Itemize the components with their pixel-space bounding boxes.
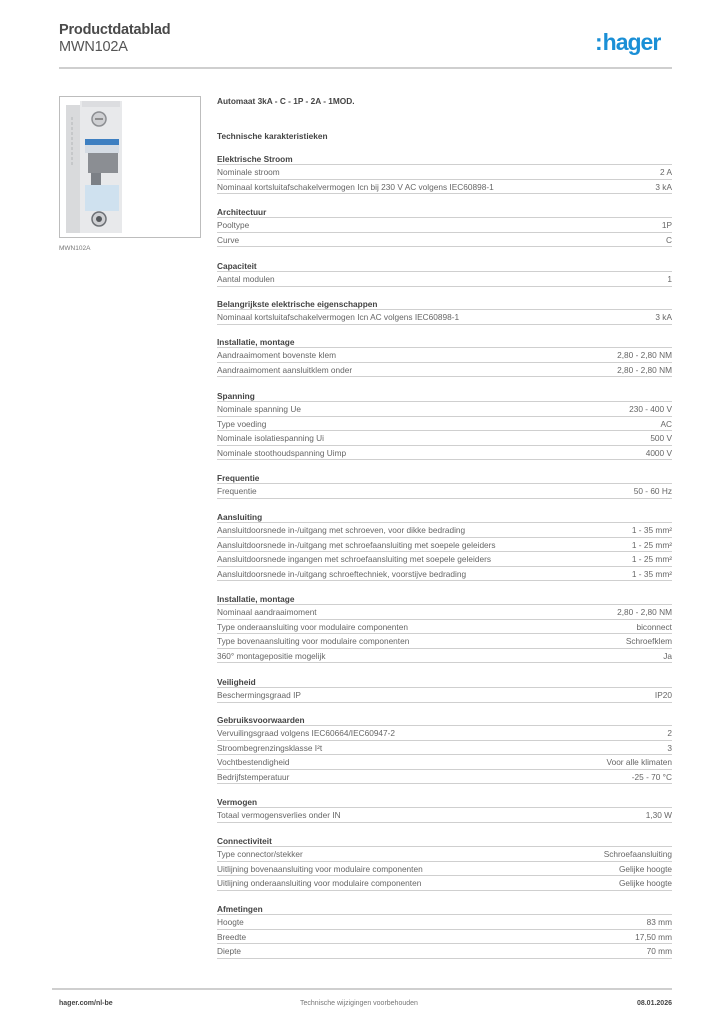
- spec-label: Vervuilingsgraad volgens IEC60664/IEC60947-2: [217, 728, 396, 738]
- spec-row: [217, 915, 672, 930]
- product-image-caption: MWN102A: [59, 245, 91, 252]
- spec-value: 3: [667, 742, 672, 753]
- spec-row: [217, 741, 672, 756]
- spec-row: [217, 770, 672, 785]
- spec-label: 360° montagepositie mogelijk: [217, 650, 326, 661]
- spec-row: [217, 180, 672, 195]
- spec-value: 50 - 60 Hz: [633, 486, 672, 496]
- spec-section: [217, 594, 672, 663]
- section-title: Capaciteit: [217, 261, 672, 272]
- spec-row: [217, 620, 672, 635]
- spec-value: C: [666, 234, 672, 245]
- circuit-breaker-icon: [60, 97, 200, 237]
- spec-row: [217, 484, 672, 499]
- spec-section: [217, 836, 672, 891]
- spec-value: 83 mm: [646, 917, 672, 927]
- spec-value: 2,80 - 2,80 NM: [617, 364, 672, 375]
- spec-value: biconnect: [636, 621, 672, 632]
- footer-divider: [52, 988, 672, 990]
- spec-value: 1P: [661, 220, 672, 230]
- section-title: Elektrische Stroom: [217, 154, 672, 165]
- spec-row: [217, 272, 672, 287]
- spec-section: [217, 154, 672, 194]
- spec-row: [217, 726, 672, 741]
- spec-label: Type bovenaansluiting voor modulaire componenten: [217, 636, 410, 647]
- spec-row: [217, 310, 672, 325]
- spec-value: 500 V: [650, 433, 672, 444]
- section-title: Afmetingen: [217, 904, 672, 915]
- spec-value: 1,30 W: [645, 810, 672, 820]
- spec-value: 1 - 35 mm²: [631, 568, 672, 579]
- spec-label: Nominale stroom: [217, 167, 280, 177]
- spec-label: Aandraaimoment aansluitklem onder: [217, 364, 353, 375]
- hager-logo: [595, 29, 660, 56]
- spec-section: [217, 797, 672, 823]
- spec-label: Uitlijning onderaansluiting voor modulaire componenten: [217, 878, 422, 889]
- spec-row: [217, 523, 672, 538]
- spec-label: Aansluitdoorsnede in-/uitgang met schroeven, voor dikke bedrading: [217, 525, 466, 535]
- spec-value: Schroefaansluiting: [603, 849, 672, 859]
- spec-value: 2 A: [660, 167, 672, 177]
- spec-label: Diepte: [217, 946, 241, 957]
- header-divider: [59, 67, 672, 69]
- spec-row: [217, 876, 672, 891]
- spec-label: Nominaal aandraaimoment: [217, 607, 317, 617]
- spec-row: [217, 348, 672, 363]
- spec-value: Schroefklem: [625, 636, 672, 647]
- spec-label: Beschermingsgraad IP: [217, 690, 301, 700]
- section-title: Architectuur: [217, 207, 672, 218]
- spec-label: Totaal vermogensverlies onder IN: [217, 810, 341, 820]
- spec-section: [217, 337, 672, 377]
- spec-row: [217, 446, 672, 461]
- spec-value: Gelijke hoogte: [618, 863, 672, 874]
- spec-label: Type onderaansluiting voor modulaire componenten: [217, 621, 408, 632]
- spec-label: Breedte: [217, 931, 247, 942]
- spec-row: [217, 634, 672, 649]
- spec-row: [217, 862, 672, 877]
- section-title: Aansluiting: [217, 512, 672, 523]
- spec-value: Voor alle klimaten: [606, 757, 672, 768]
- product-image: [59, 96, 201, 238]
- logo-text: hager: [602, 29, 661, 55]
- spec-label: Uitlijning bovenaansluiting voor modulaire componenten: [217, 863, 423, 874]
- spec-label: Frequentie: [217, 486, 257, 496]
- spec-label: Curve: [217, 234, 240, 245]
- footer-date: 08.01.2026: [636, 1000, 672, 1007]
- spec-label: Nominaal kortsluitafschakelvermogen Icn AC volgens IEC60898-1: [217, 312, 460, 322]
- spec-row: [217, 402, 672, 417]
- spec-value: 1 - 35 mm²: [631, 525, 672, 535]
- spec-label: Aantal modulen: [217, 274, 275, 284]
- spec-row: [217, 538, 672, 553]
- spec-row: [217, 165, 672, 180]
- spec-label: Pooltype: [217, 220, 250, 230]
- section-title: Gebruiksvoorwaarden: [217, 715, 672, 726]
- spec-value: 1 - 25 mm²: [631, 539, 672, 550]
- spec-label: Aansluitdoorsnede in-/uitgang met schroefaansluiting met soepele geleiders: [217, 539, 496, 550]
- spec-label: Stroombegrenzingsklasse I²t: [217, 742, 323, 753]
- spec-label: Hoogte: [217, 917, 244, 927]
- section-title: Installatie, montage: [217, 337, 672, 348]
- spec-label: Bedrijfstemperatuur: [217, 771, 290, 782]
- spec-row: [217, 808, 672, 823]
- spec-value: 1 - 25 mm²: [631, 554, 672, 565]
- spec-section: [217, 715, 672, 784]
- spec-value: 2: [667, 728, 672, 738]
- spec-value: 1: [667, 274, 672, 284]
- spec-section: [217, 473, 672, 499]
- spec-value: Ja: [663, 650, 672, 661]
- footer-disclaimer: Technische wijzigingen voorbehouden: [300, 1000, 418, 1007]
- spec-label: Aansluitdoorsnede ingangen met schroefaansluiting met soepele geleiders: [217, 554, 491, 565]
- spec-section: [217, 207, 672, 247]
- spec-label: Vochtbestendigheid: [217, 757, 290, 768]
- spec-section: [217, 904, 672, 959]
- spec-row: [217, 755, 672, 770]
- spec-value: 2,80 - 2,80 NM: [617, 607, 672, 617]
- spec-row: [217, 363, 672, 378]
- spec-label: Type connector/stekker: [217, 849, 303, 859]
- section-title: Belangrijkste elektrische eigenschappen: [217, 299, 672, 310]
- logo-colon-icon: :: [595, 29, 602, 55]
- product-subtitle: Automaat 3kA - C - 1P - 2A - 1MOD.: [217, 96, 355, 106]
- spec-row: [217, 233, 672, 248]
- spec-section: [217, 299, 672, 325]
- spec-row: [217, 605, 672, 620]
- section-title: Frequentie: [217, 473, 672, 484]
- spec-label: Aandraaimoment bovenste klem: [217, 350, 336, 360]
- spec-section: [217, 261, 672, 287]
- page-title: Productdatablad: [59, 22, 171, 38]
- section-title: Vermogen: [217, 797, 672, 808]
- spec-row: [217, 552, 672, 567]
- spec-row: [217, 567, 672, 582]
- spec-label: Nominale stoothoudspanning Uimp: [217, 447, 347, 458]
- spec-value: 70 mm: [646, 946, 672, 957]
- spec-label: Type voeding: [217, 418, 267, 429]
- section-title: Installatie, montage: [217, 594, 672, 605]
- section-title: Spanning: [217, 391, 672, 402]
- spec-value: 230 - 400 V: [629, 404, 672, 414]
- spec-value: Gelijke hoogte: [618, 878, 672, 889]
- spec-row: [217, 847, 672, 862]
- spec-value: 3 kA: [655, 312, 672, 322]
- spec-row: [217, 417, 672, 432]
- spec-row: [217, 431, 672, 446]
- spec-section: [217, 512, 672, 581]
- section-title: Veiligheid: [217, 677, 672, 688]
- spec-value: IP20: [654, 690, 672, 700]
- section-title: Connectiviteit: [217, 836, 672, 847]
- spec-value: AC: [660, 418, 672, 429]
- spec-row: [217, 649, 672, 664]
- spec-section: [217, 677, 672, 703]
- spec-label: Aansluitdoorsnede in-/uitgang schroeftechniek, voorstijve bedrading: [217, 568, 467, 579]
- spec-label: Nominale isolatiespanning Ui: [217, 433, 324, 444]
- spec-row: [217, 930, 672, 945]
- tech-characteristics-title: Technische karakteristieken: [217, 131, 328, 141]
- spec-value: 17,50 mm: [635, 931, 672, 942]
- spec-value: -25 - 70 °C: [631, 771, 672, 782]
- spec-row: [217, 944, 672, 959]
- spec-label: Nominale spanning Ue: [217, 404, 301, 414]
- spec-row: [217, 688, 672, 703]
- spec-value: 2,80 - 2,80 NM: [617, 350, 672, 360]
- spec-label: Nominaal kortsluitafschakelvermogen Icn bij 230 V AC volgens IEC60898-1: [217, 181, 494, 192]
- product-code: MWN102A: [59, 39, 128, 55]
- footer-website[interactable]: hager.com/nl-be: [59, 1000, 113, 1007]
- spec-section: [217, 391, 672, 460]
- spec-row: [217, 218, 672, 233]
- spec-value: 4000 V: [645, 447, 672, 458]
- spec-value: 3 kA: [655, 181, 672, 192]
